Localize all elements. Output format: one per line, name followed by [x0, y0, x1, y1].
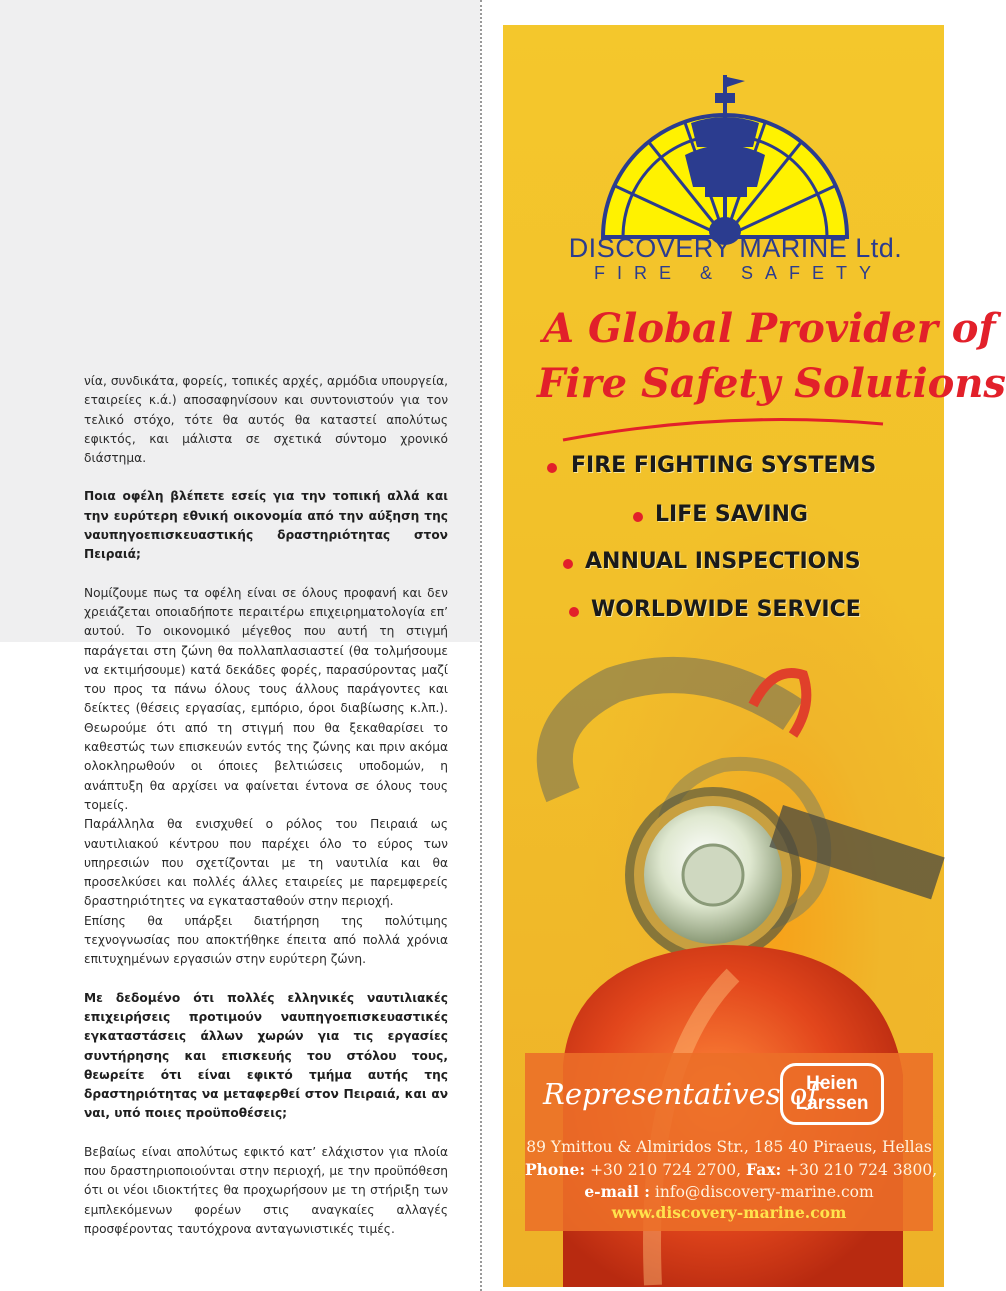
- slogan-swoosh: [553, 410, 893, 450]
- article-paragraph: Βεβαίως είναι απολύτως εφικτό κατ’ ελάχιστον για πλοία που δραστηριοποιούνται στην περιοχή, με την προϋπόθεση ότι οι νέοι ιδιοκτήτες θα προχωρήσουν με τη στήριξη των εμπλεκόμενων φορέων στις αναγκαίες αλλαγές προσφέροντας ταυτόχρονα ανταγωνιστικές τιμές.: [84, 1144, 448, 1236]
- article-paragraph: νία, συνδικάτα, φορείς, τοπικές αρχές, αρμόδια υπουργεία, εταιρείες κ.ά.) αποσαφηνίσουν και συντονιστούν για τον τελικό στόχο, τότε θα αυτός θα καταστεί απολύτως εφικτός, και μάλιστα σε σχετικά σύντομο χρονικό διάστημα.: [84, 374, 448, 466]
- phone-number: +30 210 724 2700,: [590, 1161, 742, 1179]
- service-annual-inspections: ANNUAL INSPECTIONS: [585, 549, 861, 574]
- brand-subtitle: FIRE & SAFETY: [593, 263, 884, 283]
- email-label: e-mail :: [584, 1182, 650, 1201]
- slogan-line-1: A Global Provider of: [543, 305, 996, 352]
- brand-name: DISCOVERY MARINE Ltd.: [568, 233, 903, 263]
- article-paragraph: Παράλληλα θα ενισχυθεί ο ρόλος του Πειραιά ως ναυτιλιακού κέντρου που παρέχει όλο το εύρος των υπηρεσιών που σχετίζονται με τη ναυτιλία και θα προσελκύσει και πολλές άλλες εταιρείες με παρεμφερείς δραστηριότητες να εγκατασταθούν στην περιοχή.: [84, 817, 448, 909]
- website-link[interactable]: www.discovery-marine.com: [611, 1203, 847, 1222]
- service-bullet: [563, 559, 573, 569]
- phone-label: Phone:: [525, 1160, 586, 1179]
- service-worldwide: WORLDWIDE SERVICE: [591, 597, 861, 622]
- phone-fax-line: [525, 1160, 938, 1179]
- service-life-saving: LIFE SAVING: [655, 502, 808, 527]
- article-paragraph: Επίσης θα υπάρξει διατήρηση της πολύτιμης τεχνογνωσίας που αποκτήθηκε έπειτα από πολλά χρόνια επιτυχημένων εργασιών στην ευρύτερη ζώνη.: [84, 913, 448, 967]
- interview-question: Με δεδομένο ότι πολλές ελληνικές ναυτιλιακές επιχειρήσεις προτιμούν ναυπηγοεπισκευαστικές εγκαταστάσεις άλλων χωρών για τις εργασίες συντήρησης και επισκευής του στόλου τους, θεωρείτε ότι είναι εφικτό τμήμα αυτής της δραστηριότητας να μεταφερθεί στον Πειραιά, και αν ναι, υπό ποιες προϋποθέσεις;: [84, 990, 448, 1121]
- article-text: [84, 372, 448, 1239]
- column-divider: [480, 0, 482, 1291]
- interview-question: Ποια οφέλη βλέπετε εσείς για την τοπική αλλά και την ευρύτερη εθνική οικονομία από την αύξηση της ναυπηγοεπισκευαστικής δραστηριότητας στον Πειραιά;: [84, 489, 448, 562]
- fax-label: Fax:: [746, 1160, 782, 1179]
- heien-larssen-badge: [780, 1063, 884, 1125]
- discovery-marine-logo: [593, 55, 858, 255]
- partner-name-line-1: Heien: [806, 1073, 858, 1094]
- representatives-label: Representatives of: [543, 1077, 819, 1111]
- partner-name-line-2: Larssen: [795, 1093, 869, 1114]
- email-address[interactable]: info@discovery-marine.com: [654, 1183, 874, 1201]
- slogan-line-2: Fire Safety Solutions: [537, 360, 1006, 407]
- advertisement: [503, 25, 1006, 1287]
- service-bullet: [633, 512, 643, 522]
- service-bullet: [547, 463, 557, 473]
- fax-number: +30 210 724 3800,: [786, 1161, 938, 1179]
- address: 89 Ymittou & Almiridos Str., 185 40 Piraeus, Hellas: [526, 1138, 932, 1156]
- service-fire-fighting: FIRE FIGHTING SYSTEMS: [571, 453, 877, 478]
- email-line: [525, 1182, 933, 1201]
- service-bullet: [569, 607, 579, 617]
- article-paragraph: Νομίζουμε πως τα οφέλη είναι σε όλους προφανή και δεν χρειάζεται οποιαδήποτε περαιτέρω επιχειρηματολογία επ’ αυτού. Το οικονομικό μέγεθος που αυτή τη στιγμή παράγεται στη ζώνη θα πολλαπλασιαστεί (θα τολμήσουμε να εκτιμήσουμε) κατά δεκάδες φορές, παρασύροντας μαζί του προς τα πάνω όλους τους άλλους παράγοντες και δείκτες (θέσεις εργασίας, εμπόριο, όροι διαβίωσης κ.λπ.). Θεωρούμε ότι από τη στιγμή που θα ξεκαθαρίσει το καθεστώς των επισκευών εντός της ζώνης και πριν ακόμα ολοκληρωθούν οι όποιες βελτιώσεις υποδομών, η ανάπτυξη θα αρχίσει να φαίνεται έντονα σε όλους τους τομείς.: [84, 585, 448, 812]
